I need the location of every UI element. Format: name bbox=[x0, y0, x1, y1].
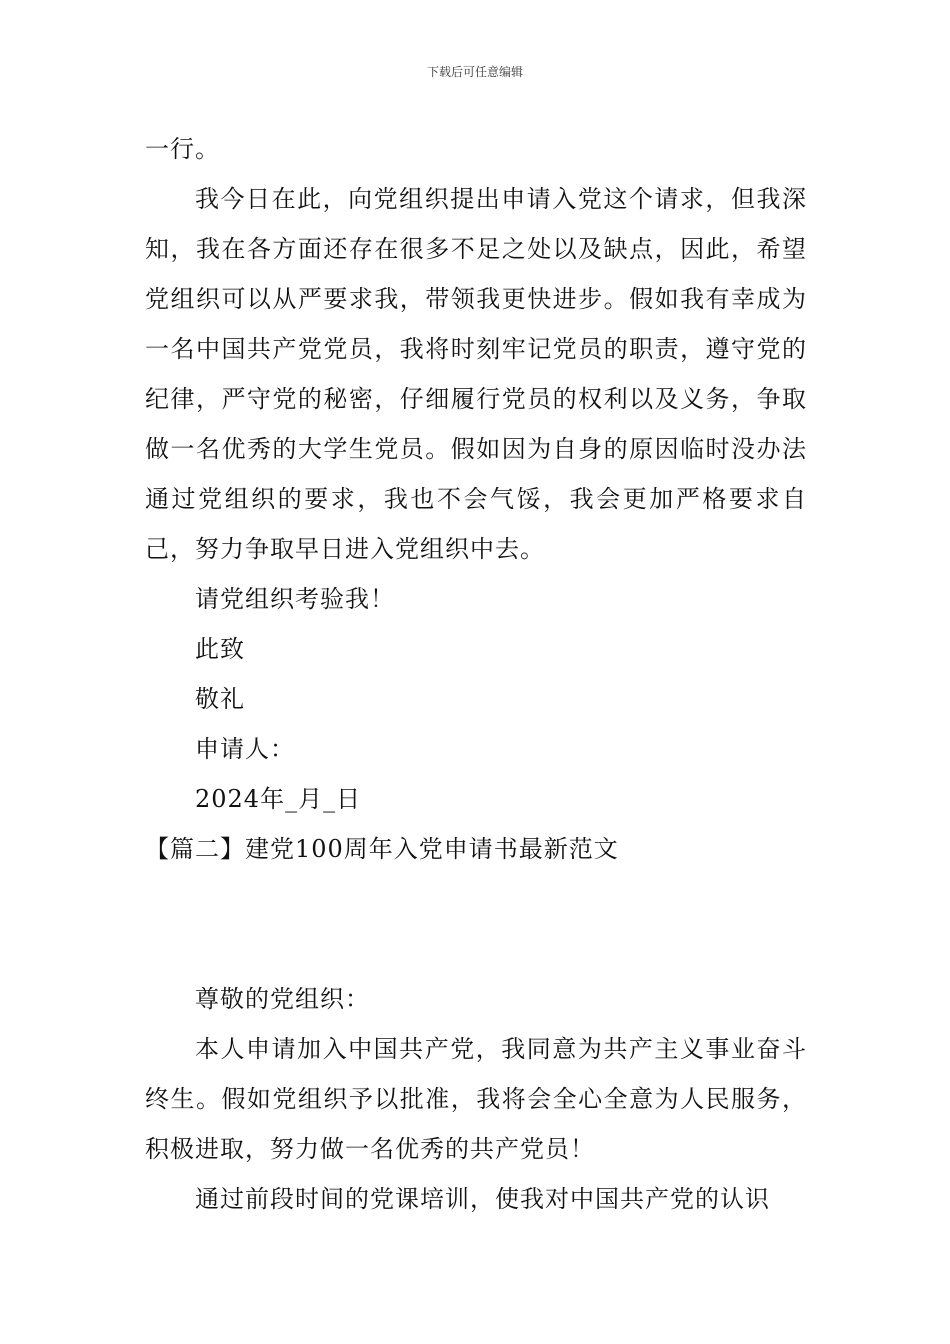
applicant-label: 申请人： bbox=[195, 735, 295, 763]
date-line: 2024年_月_日 bbox=[195, 785, 362, 813]
paragraph-training: 通过前段时间的党课培训，使我对中国共产党的认识 bbox=[195, 1185, 770, 1213]
salutation: 尊敬的党组织： bbox=[195, 985, 370, 1013]
section-title: 【篇二】建党100周年入党申请书最新范文 bbox=[145, 835, 619, 863]
closing-regards-1: 此致 bbox=[195, 635, 245, 663]
paragraph-continuation: 一行。 bbox=[145, 135, 220, 163]
document-body bbox=[145, 124, 807, 1224]
blank-line bbox=[145, 924, 807, 974]
paragraph-application: 本人申请加入中国共产党，我同意为共产主义事业奋斗终生。假如党组织予以批准，我将会全心全意为人民服务，积极进取，努力做一名优秀的共产党员！ bbox=[145, 1035, 807, 1163]
blank-line bbox=[145, 874, 807, 924]
paragraph-request: 我今日在此，向党组织提出申请入党这个请求，但我深知，我在各方面还存在很多不足之处以及缺点，因此，希望党组织可以从严要求我，带领我更快进步。假如我有幸成为一名中国共产党党员，我将时刻牢记党员的职责，遵守党的纪律，严守党的秘密，仔细履行党员的权利以及义务，争取做一名优秀的大学生党员。假如因为自身的原因临时没办法通过党组织的要求，我也不会气馁，我会更加严格要求自己，努力争取早日进入党组织中去。 bbox=[145, 185, 807, 563]
page-header-note: 下载后可任意编辑 bbox=[426, 65, 523, 79]
closing-regards-2: 敬礼 bbox=[195, 685, 245, 713]
paragraph-appeal: 请党组织考验我！ bbox=[195, 585, 395, 613]
